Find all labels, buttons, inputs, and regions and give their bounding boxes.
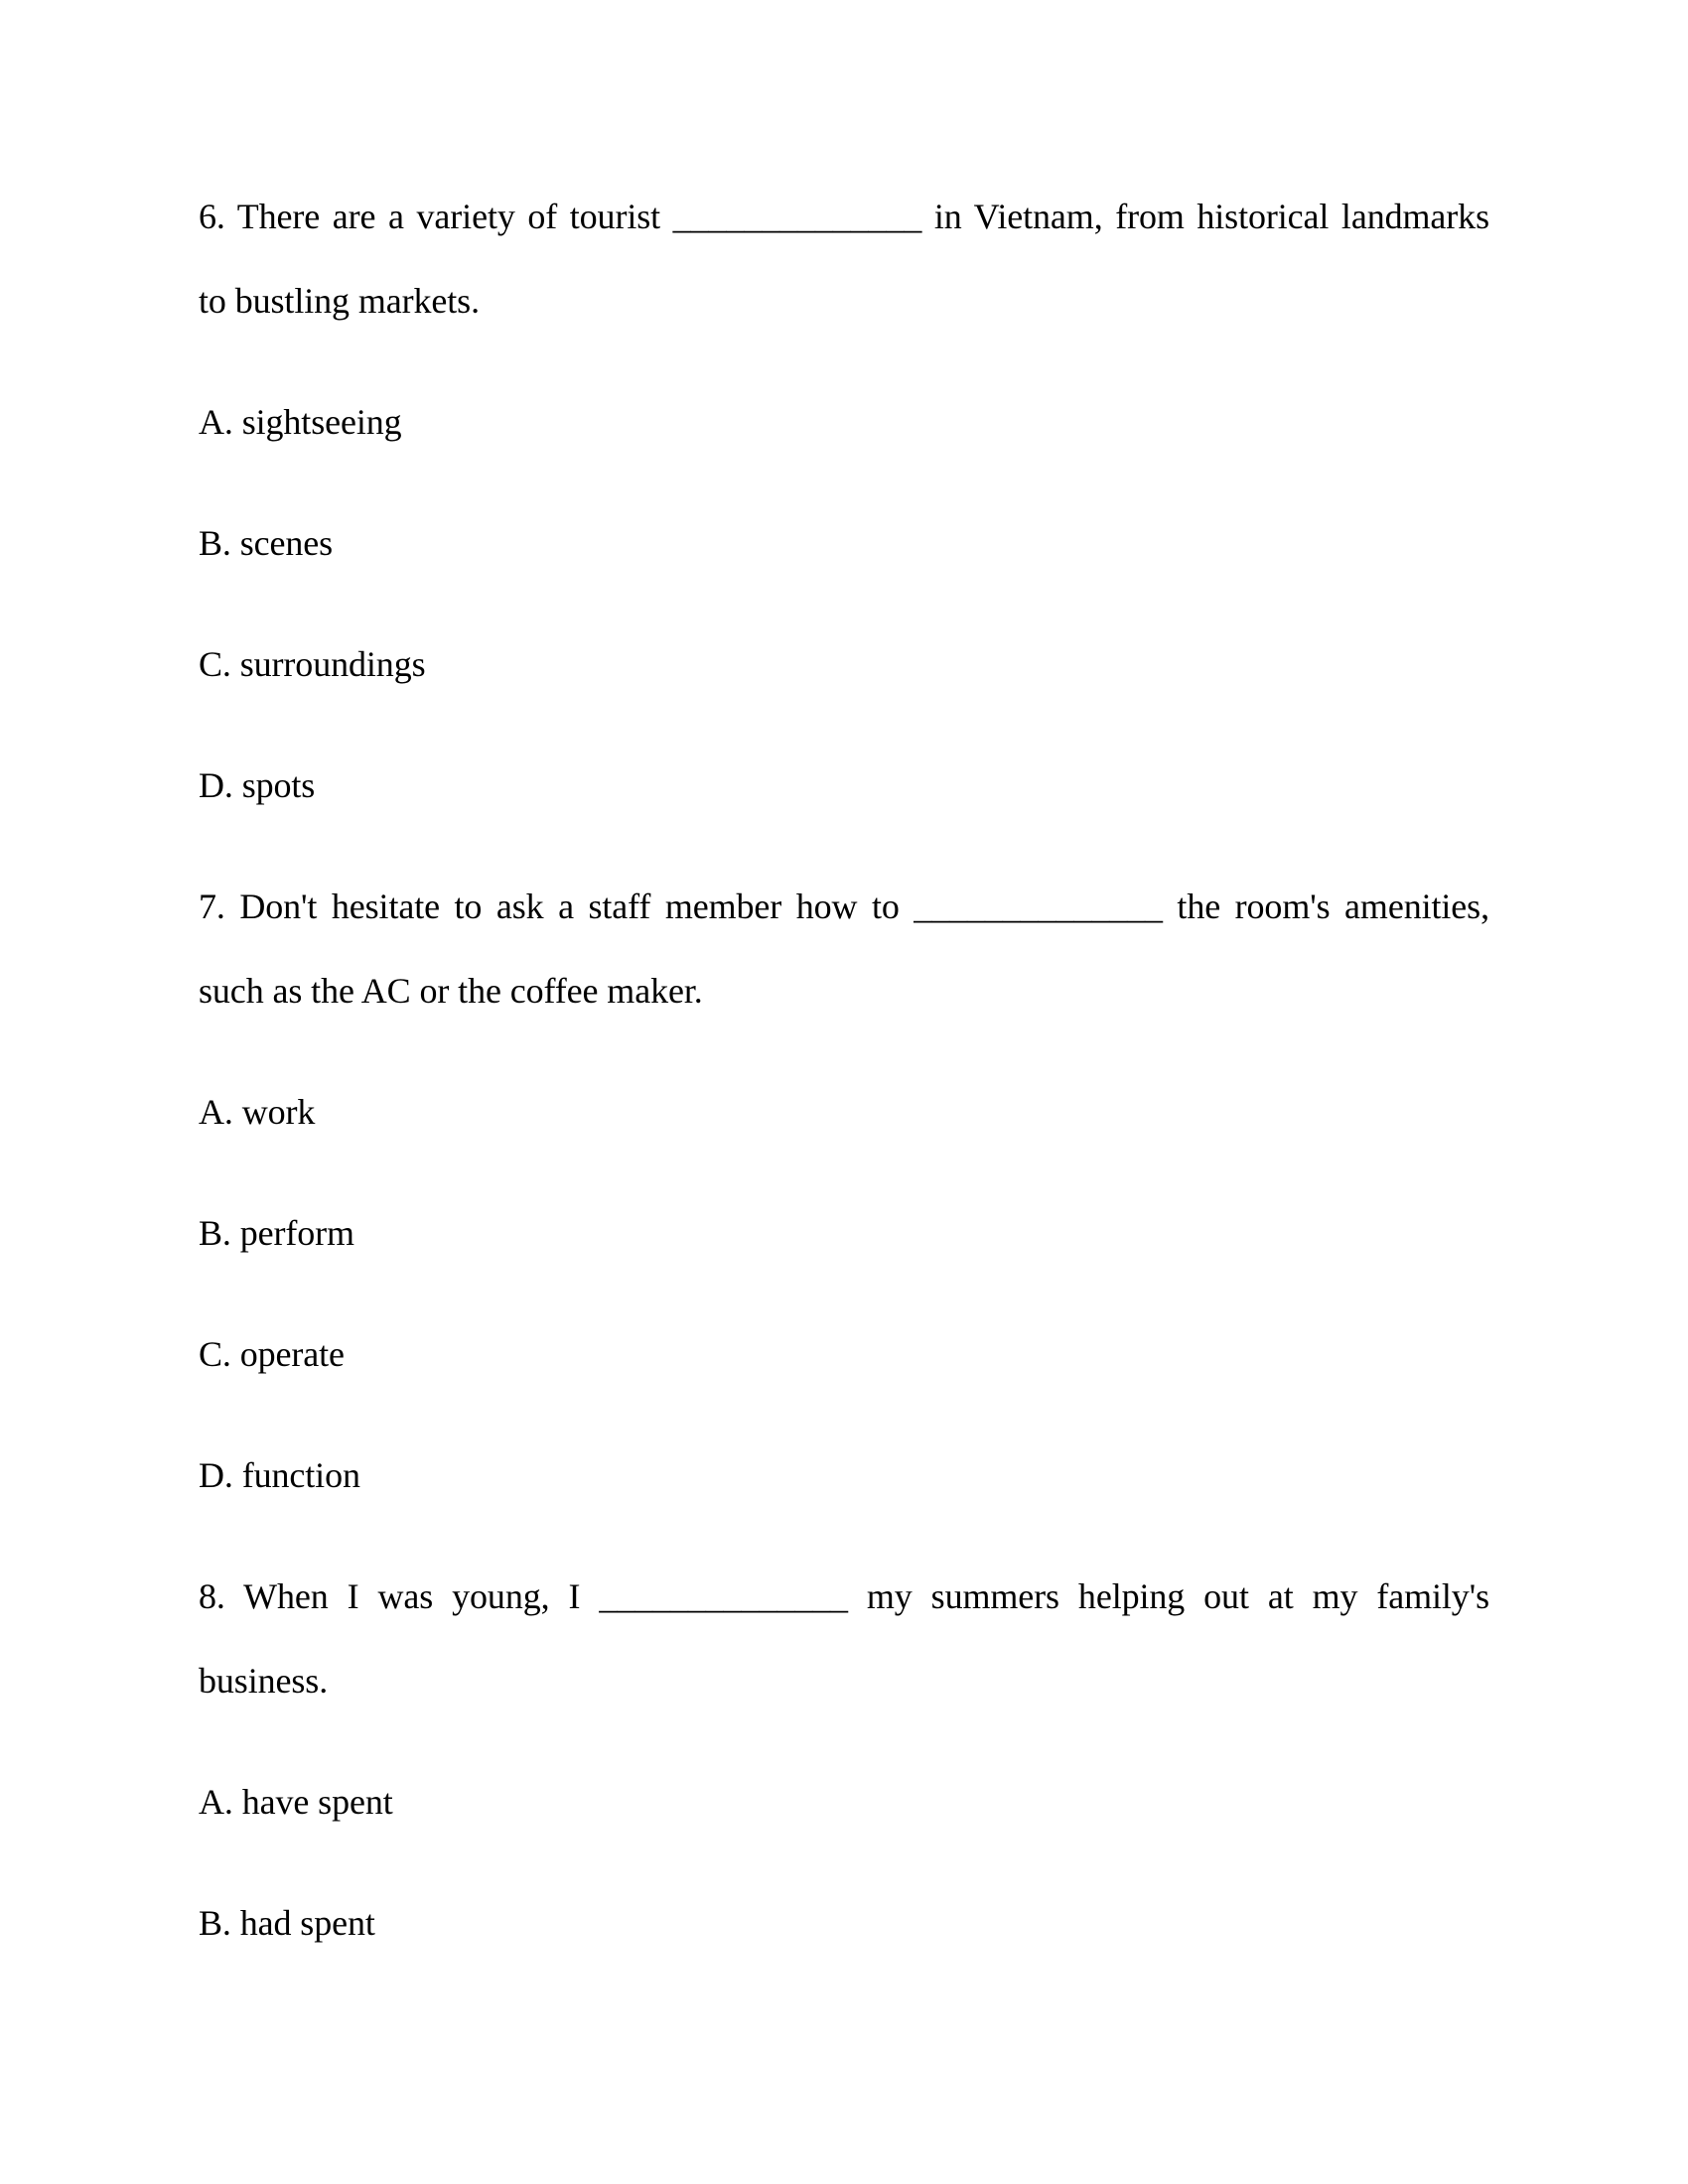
question-6-option-a	[199, 380, 1489, 465]
question-6-option-d	[199, 744, 1489, 828]
question-7-text	[199, 865, 1489, 1033]
question-6-option-b	[199, 501, 1489, 586]
question-block-8	[199, 1555, 1489, 1966]
question-6-line-2: to bustling markets.	[199, 281, 480, 321]
option-label: C. surroundings	[199, 644, 426, 684]
question-block-6	[199, 175, 1489, 828]
option-label: B. had spent	[199, 1903, 375, 1943]
option-label: A. work	[199, 1092, 316, 1132]
question-6-text	[199, 175, 1489, 343]
question-8-text	[199, 1555, 1489, 1723]
question-8-option-b	[199, 1881, 1489, 1966]
question-8-option-a	[199, 1760, 1489, 1844]
document-page	[199, 175, 1489, 1966]
question-7-option-b	[199, 1191, 1489, 1276]
question-7-option-a	[199, 1070, 1489, 1155]
question-8-line-2: business.	[199, 1661, 329, 1701]
question-block-7	[199, 865, 1489, 1518]
option-label: C. operate	[199, 1334, 345, 1374]
option-label: D. spots	[199, 765, 316, 805]
option-label: D. function	[199, 1455, 360, 1495]
question-7-option-d	[199, 1433, 1489, 1518]
option-label: A. sightseeing	[199, 402, 402, 442]
option-label: B. scenes	[199, 523, 334, 563]
question-6-line-1: 6. There are a variety of tourist ______________ in Vietnam, from historical landmarks	[199, 197, 1489, 236]
question-7-line-1: 7. Don't hesitate to ask a staff member how to ______________ the room's amenities,	[199, 887, 1489, 926]
question-6-option-c	[199, 622, 1489, 707]
question-7-line-2: such as the AC or the coffee maker.	[199, 971, 703, 1011]
question-7-option-c	[199, 1312, 1489, 1397]
option-label: A. have spent	[199, 1782, 393, 1822]
question-8-line-1: 8. When I was young, I ______________ my summers helping out at my family's	[199, 1576, 1489, 1616]
option-label: B. perform	[199, 1213, 354, 1253]
